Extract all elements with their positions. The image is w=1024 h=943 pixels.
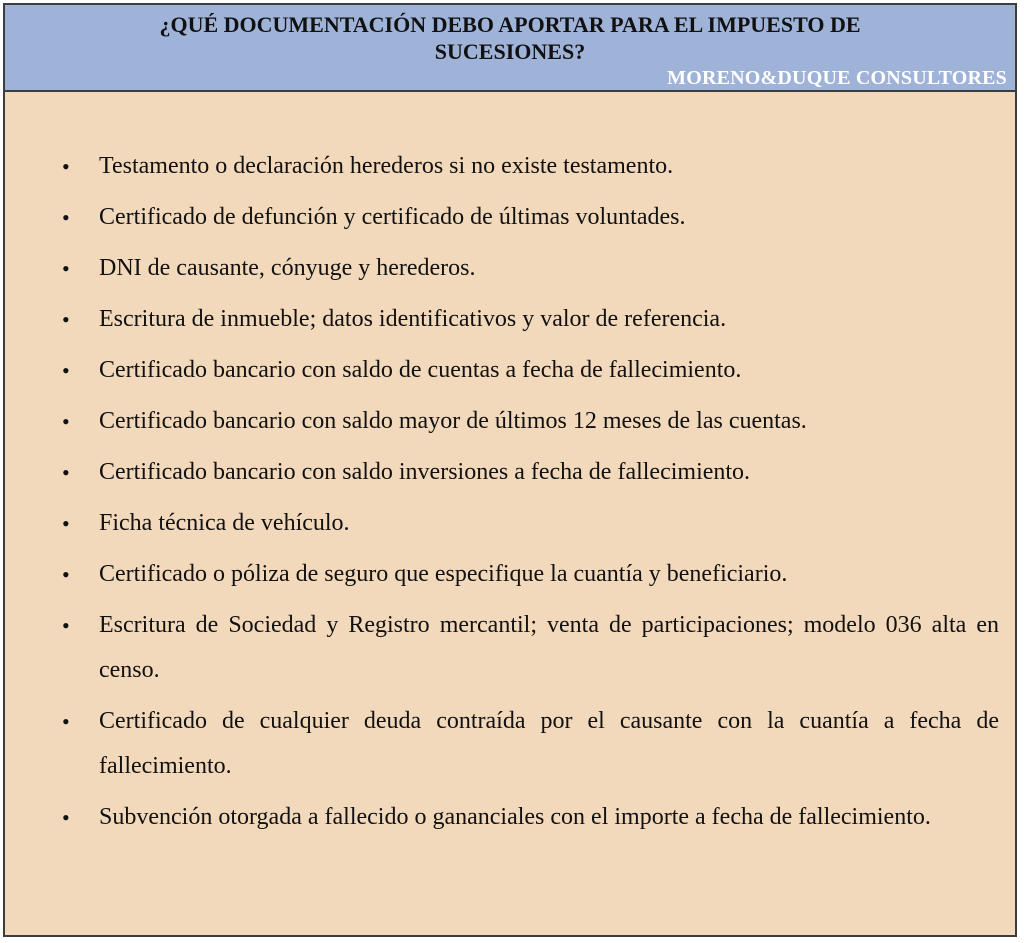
list-item xyxy=(5,795,1015,840)
title-line-1: ¿QUÉ DOCUMENTACIÓN DEBO APORTAR PARA EL IMPUESTO DE xyxy=(159,12,861,37)
bullet-icon: • xyxy=(62,511,70,536)
bullet-icon: • xyxy=(62,256,70,281)
bullet-icon: • xyxy=(62,307,70,332)
list-item xyxy=(5,195,1015,240)
list-item xyxy=(5,450,1015,495)
list-item xyxy=(5,603,1015,693)
list-item xyxy=(5,297,1015,342)
list-item-text: Escritura de inmueble; datos identificativos y valor de referencia. xyxy=(99,306,727,332)
list-item-text: Certificado bancario con saldo inversiones a fecha de fallecimiento. xyxy=(99,459,751,485)
bullet-icon: • xyxy=(62,562,70,587)
bullet-icon: • xyxy=(62,358,70,383)
list-item-text: Ficha técnica de vehículo. xyxy=(99,510,350,536)
list-item xyxy=(5,552,1015,597)
bullet-icon: • xyxy=(62,205,70,230)
list-item xyxy=(5,399,1015,444)
list-item xyxy=(5,246,1015,291)
list-item-text: Certificado de cualquier deuda contraída por el causante con la cuantía a fecha de fallecimiento. xyxy=(99,708,999,779)
list-item xyxy=(5,699,1015,789)
bullet-icon: • xyxy=(62,805,70,830)
title-line-2: SUCESIONES? xyxy=(434,39,586,64)
list-item xyxy=(5,144,1015,189)
list-item-text: Certificado o póliza de seguro que especifique la cuantía y beneficiario. xyxy=(99,561,788,587)
bullet-icon: • xyxy=(62,409,70,434)
bullet-icon: • xyxy=(62,613,70,638)
list-item-text: DNI de causante, cónyuge y herederos. xyxy=(99,255,476,281)
bullet-icon: • xyxy=(62,460,70,485)
bullet-icon: • xyxy=(62,154,70,179)
company-name: MORENO&DUQUE CONSULTORES xyxy=(667,67,1007,89)
list-item xyxy=(5,501,1015,546)
page-title xyxy=(5,11,1015,65)
list-item-text: Subvención otorgada a fallecido o gananciales con el importe a fecha de fallecimiento. xyxy=(99,804,931,830)
list-item-text: Certificado bancario con saldo de cuentas a fecha de fallecimiento. xyxy=(99,357,742,383)
document-box xyxy=(3,3,1017,937)
list-item-text: Certificado de defunción y certificado de últimas voluntades. xyxy=(99,204,686,230)
header-bar xyxy=(5,5,1015,92)
list-item-text: Certificado bancario con saldo mayor de últimos 12 meses de las cuentas. xyxy=(99,408,807,434)
list-item xyxy=(5,348,1015,393)
bullet-icon: • xyxy=(62,709,70,734)
list-item-text: Escritura de Sociedad y Registro mercantil; venta de participaciones; modelo 036 alta en censo. xyxy=(99,612,999,683)
documentation-list xyxy=(5,144,1015,846)
list-item-text: Testamento o declaración herederos si no existe testamento. xyxy=(99,153,674,179)
